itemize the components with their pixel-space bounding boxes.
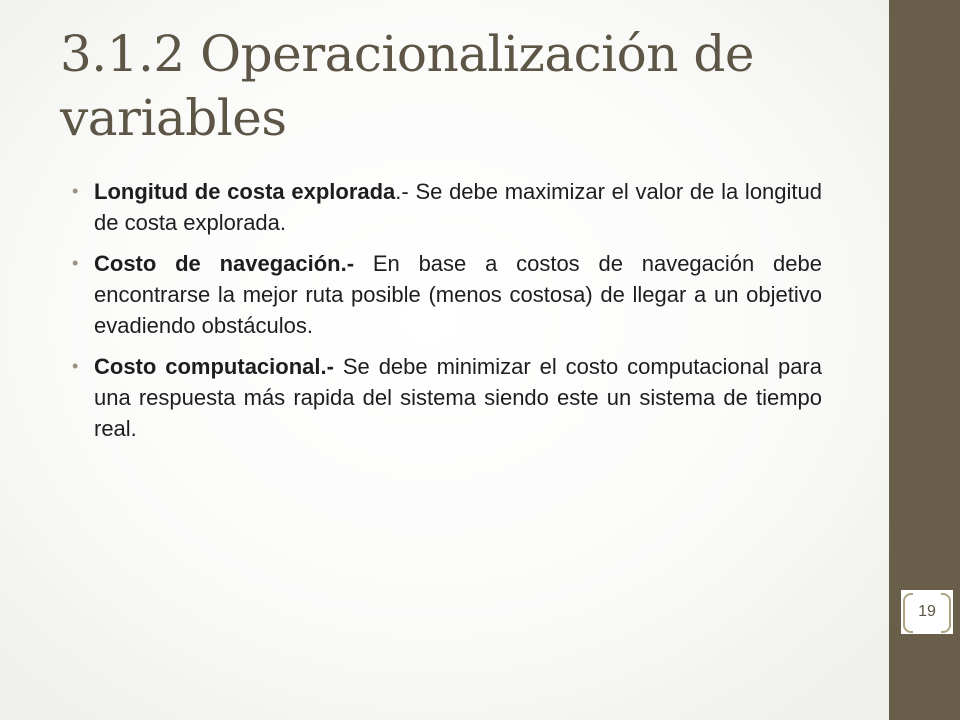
bullet-list bbox=[72, 176, 822, 454]
bullet-marker-icon: • bbox=[72, 181, 79, 201]
bullet-text: .- Se debe maximizar el valor de la longitud de costa explorada. bbox=[94, 179, 822, 235]
bullet-text: Se debe minimizar el costo computacional para una respuesta más rapida del sistema siendo este un sistema de tiempo real. bbox=[94, 354, 822, 441]
bullet-term: Costo computacional.- bbox=[94, 354, 334, 379]
bullet-marker-icon: • bbox=[72, 253, 79, 273]
bullet-item bbox=[72, 248, 822, 341]
bullet-term: Longitud de costa explorada bbox=[94, 179, 396, 204]
page-number: 19 bbox=[918, 603, 936, 620]
bullet-term: Costo de navegación.- bbox=[94, 251, 355, 276]
slide-title: 3.1.2 Operacionalización de variables bbox=[60, 25, 754, 147]
page-number-box bbox=[901, 590, 953, 634]
bullet-text: En base a costos de navegación debe encontrarse la mejor ruta posible (menos costosa) de llegar a un objetivo evadiendo obstáculos. bbox=[94, 251, 822, 338]
bullet-item bbox=[72, 351, 822, 444]
bullet-item bbox=[72, 176, 822, 238]
bullet-marker-icon: • bbox=[72, 356, 79, 376]
